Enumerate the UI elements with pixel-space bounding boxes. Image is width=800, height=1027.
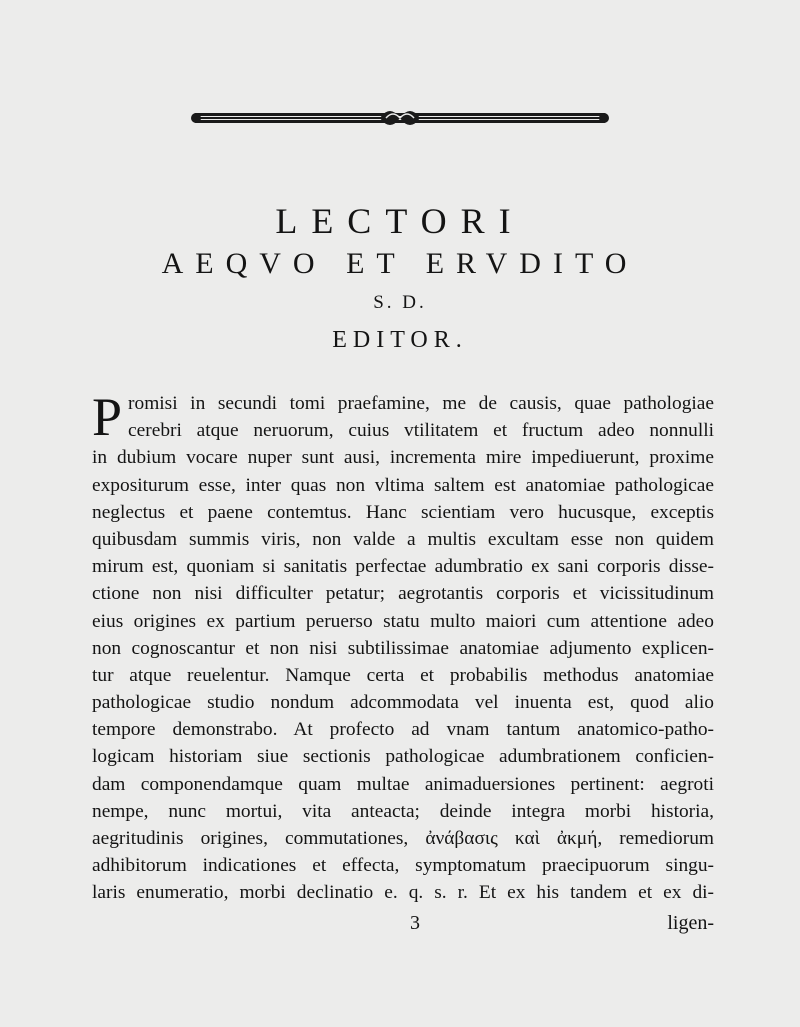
text-line: tur atque reuelentur. Namque certa et probabilis methodus anatomiae: [92, 664, 714, 686]
text-line: quibusdam summis viris, non valde a multis excultam esse non quidem: [92, 528, 714, 550]
salutation: S. D.: [373, 292, 427, 313]
header-ornament: [190, 104, 610, 132]
text-line: aegritudinis origines, commutationes, ἀνάβασις καὶ ἀκμή, remediorum: [92, 828, 714, 849]
text-line: nempe, nunc mortui, vita anteacta; deinde integra morbi historia,: [92, 800, 714, 822]
text-line: cerebri atque neruorum, cuius vtilitatem et fructum adeo nonnulli: [128, 420, 714, 442]
body-text: [92, 387, 714, 907]
text-line: in dubium vocare nuper sunt ausi, incrementa mire impediuerunt, proxime: [92, 447, 714, 469]
page-subtitle: AEQVO ET ERVDITO: [161, 247, 639, 280]
text-line: tempore demonstrabo. At profecto ad vnam tantum anatomico-patho-: [92, 719, 714, 741]
text-line: expositurum esse, inter quas non vltima saltem est anatomiae pathologicae: [92, 474, 714, 496]
text-line: romisi in secundi tomi praefamine, me de causis, quae pathologiae: [128, 393, 714, 414]
page-footer: [92, 912, 714, 940]
text-line: eius origines ex partium peruerso statu multo maiori cum attentione adeo: [92, 610, 714, 632]
catchword: ligen-: [667, 912, 714, 934]
text-line: non cognoscantur et non nisi subtilissimae anatomiae adjumento explicen-: [92, 637, 714, 659]
text-line: laris enumeratio, morbi declinatio e. q. s. r. Et ex his tandem et ex di-: [92, 882, 714, 904]
text-line: dam componendamque quam multae animaduersiones pertinent: aegroti: [92, 773, 714, 795]
text-line: neglectus et paene contemtus. Hanc scientiam vero hucusque, exceptis: [92, 501, 714, 523]
drop-cap: P: [92, 387, 123, 447]
signature-mark: 3: [410, 912, 420, 934]
text-line: pathologicae studio nondum adcommodata vel inuenta est, quod alio: [92, 692, 714, 714]
page-title: LECTORI: [275, 201, 525, 241]
text-line: mirum est, quoniam si sanitatis perfectae adumbratio ex sani corporis disse-: [92, 556, 714, 578]
text-line: logicam historiam siue sectionis pathologicae adumbrationem conficien-: [92, 746, 714, 768]
editor-line: EDITOR.: [332, 327, 468, 353]
text-line: ctione non nisi difficulter petatur; aegrotantis corporis et vicissitudinum: [92, 583, 714, 605]
text-line: adhibitorum indicationes et effecta, symptomatum praecipuorum singu-: [92, 855, 714, 877]
